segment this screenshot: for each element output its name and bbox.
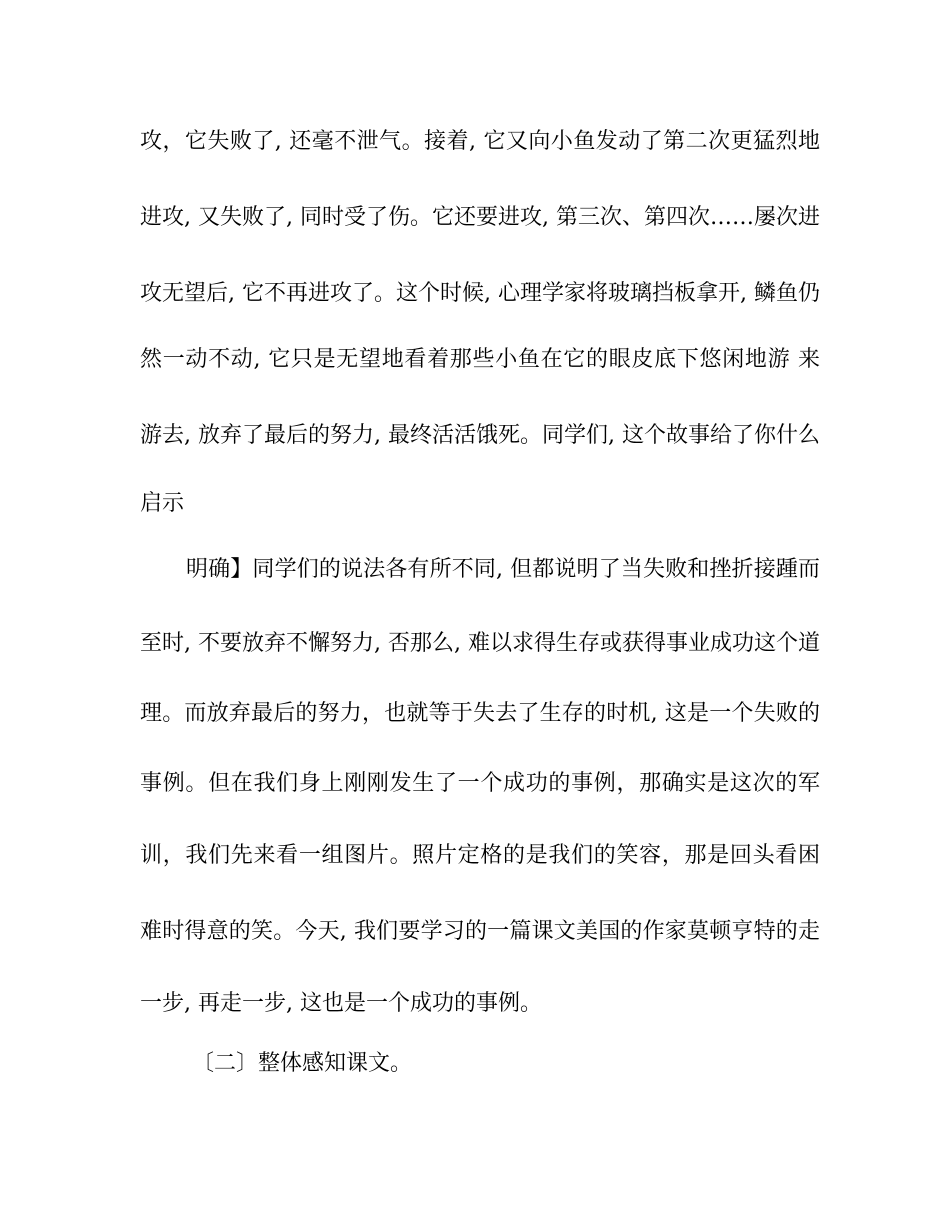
- section-heading: 〔二〕整体感知课文。: [192, 1051, 413, 1076]
- text-line: 难时得意的笑。今天, 我们要学习的一篇课文美国的作家莫顿亨特的走: [140, 919, 820, 944]
- text-line: 训，我们先来看一组图片。照片定格的是我们的笑容，那是回头看困: [140, 843, 820, 868]
- text-line: 理。而放弃最后的努力，也就等于失去了生存的时机, 这是一个失败的: [140, 701, 820, 726]
- text-line: 启示: [140, 491, 185, 516]
- text-line: 然一动不动, 它只是无望地看着那些小鱼在它的眼皮底下悠闲地游 来: [140, 347, 820, 372]
- text-line: 一步, 再走一步, 这也是一个成功的事例。: [140, 991, 542, 1016]
- text-line: 进攻, 又失败了, 同时受了伤。它还要进攻, 第三次、第四次……屡次进: [140, 205, 820, 230]
- text-line: 攻无望后, 它不再进攻了。这个时候, 心理学家将玻璃挡板拿开, 鳞鱼仍: [140, 281, 820, 306]
- text-line: 攻，它失败了, 还毫不泄气。接着, 它又向小鱼发动了第二次更猛烈地: [140, 129, 820, 154]
- text-line: 游去, 放弃了最后的努力, 最终活活饿死。同学们, 这个故事给了你什么: [140, 423, 820, 448]
- text-line: 明确】同学们的说法各有所不同, 但都说明了当失败和挫折接踵而: [186, 557, 820, 582]
- text-line: 至时, 不要放弃不懈努力, 否那么, 难以求得生存或获得事业成功这个道: [140, 631, 820, 656]
- text-line: 事例。但在我们身上刚刚发生了一个成功的事例，那确实是这次的军: [140, 771, 820, 796]
